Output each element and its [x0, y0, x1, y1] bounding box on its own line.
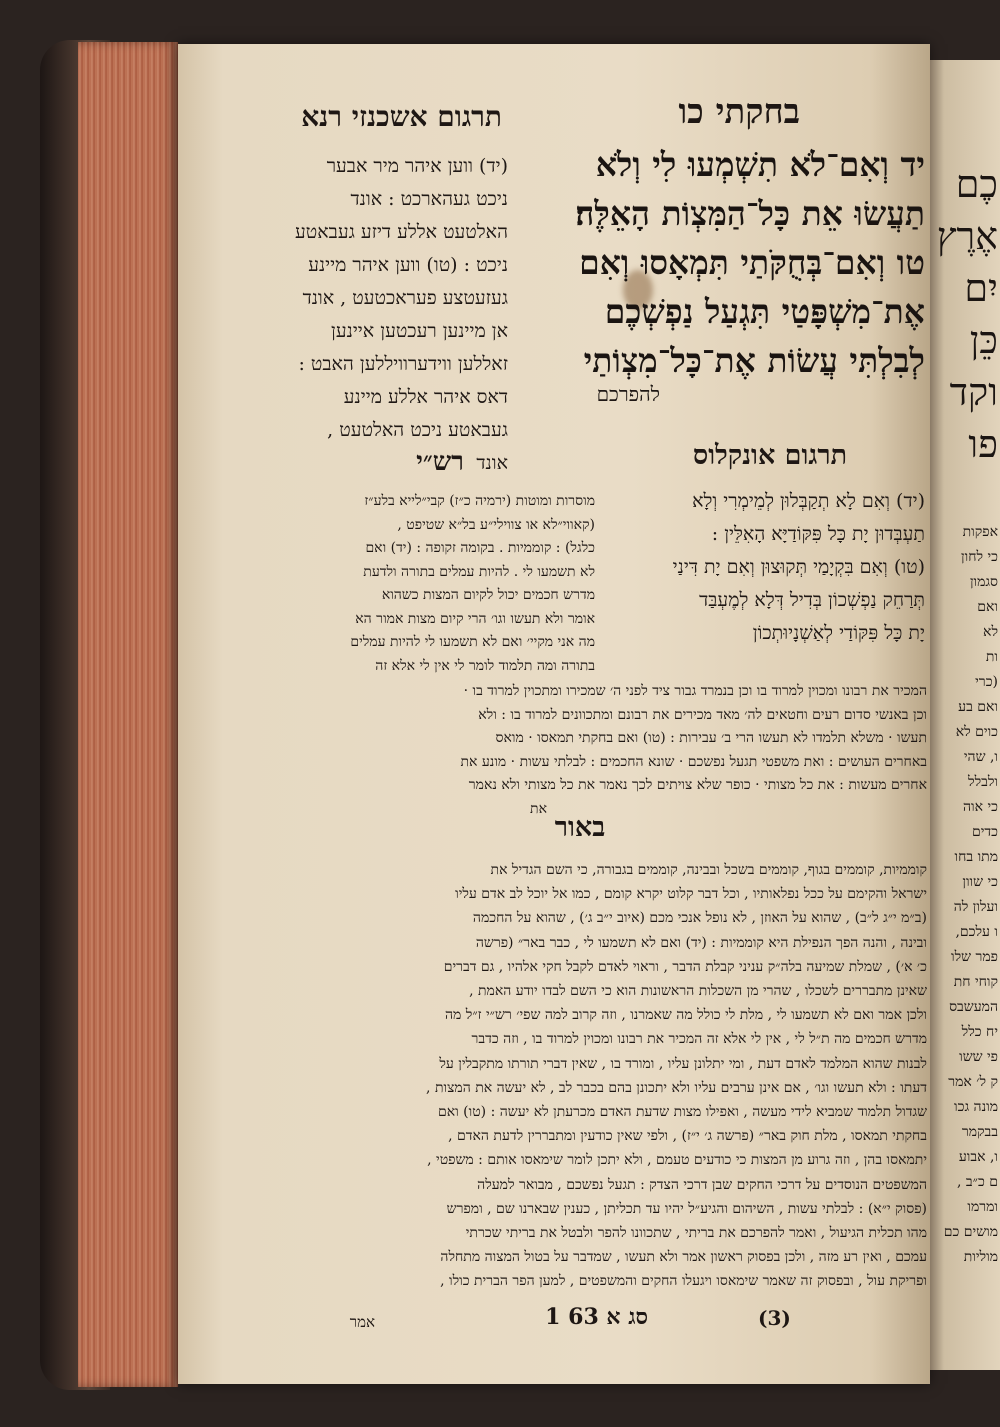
- next-page-edge: [930, 60, 1000, 1370]
- biur-line: שגדול תלמוד שמביא לידי מעשה , ואפילו מצות שדעת האדם מכרעתן לא יעשה : (טו) ואם: [437, 1104, 927, 1121]
- biur-line: לבנות שהוא המלמד לאדם דעת , ומי יתלונן עליו , ומורד בו , שאין דברי תורתו מתקבלין על: [439, 1055, 927, 1072]
- page-mark: (3): [758, 1306, 791, 1330]
- rashi-line: המכיר את רבונו ומכוין למרוד בו וכן בנמרד גבור ציד לפני ה׳ שמכירו ומתכוין למרוד בו ·: [463, 683, 927, 699]
- next-page-line: ו, אבוע: [958, 1149, 998, 1165]
- next-page-line: כֵּן: [969, 318, 998, 362]
- next-page-line: אפקות: [962, 524, 998, 540]
- next-page-line: ומרמו: [967, 1199, 998, 1215]
- hebrew-last-word: להפרכם: [596, 382, 660, 406]
- rashi-line: באחרים העושים : ואת משפטי תגעל נפשכם · שונא החכמים : לבלתי עשות · מונע את: [460, 753, 927, 770]
- biur-line: עמכם , ואין רע מזה , ולכן בפסוק ראשון אמר ולא תעשו , שמדבר על בטול המצוה מתחלה: [440, 1249, 927, 1266]
- rashi-line: מדרש חכמים יכול לקיום המצות כשהוא: [381, 587, 595, 603]
- next-page-line: ואם בע: [958, 699, 998, 715]
- rashi-line: תעשו · משלא תלמדו לא תעשו הרי ב׳ עבירות : (טו) ואם בחקתי תמאסו · מואס: [495, 730, 927, 746]
- yiddish-line: (יד) ווען איהר מיר אבער: [326, 155, 508, 177]
- yiddish-line: האלטעט אללע דיזע געבאטע: [295, 221, 508, 243]
- yiddish-line: זאללען ווידערוויללען האבט :: [298, 353, 508, 375]
- next-page-line: אֶרֶץ: [936, 214, 998, 258]
- next-page-line: לא: [983, 624, 998, 640]
- next-page-line: מונה גכו: [954, 1099, 998, 1115]
- biur-line: כ׳ א׳) , שמלת שמיעה בלה״ק עניני קבלת הדבר , וראוי לאדם לקבל חקי אלהיו , גם דברים: [443, 958, 927, 975]
- onkelos-text: [600, 485, 925, 650]
- rashi-line: אומר ולא תעשו וגו׳ הרי קיום מצות אמור הא: [355, 610, 595, 627]
- yiddish-line: אן מיינען רעכטען איינען: [331, 320, 508, 342]
- biur-line: (פסוק י״א) : לבלתי עשות , השיהום והגיע״ל יהיו עד תכליתן , כענין שבארנו שם , ומפרש: [446, 1200, 927, 1217]
- next-page-line: יִם: [964, 266, 998, 310]
- onkelos-line: יָת כָּל פִּקּוֹדַי לְאַשְׁנָיוּתְכוֹן: [752, 622, 925, 644]
- next-page-line: פמר שלו: [950, 949, 998, 965]
- rashi-line: בתורה ומה תלמוד לומר לי אין לי אלא זה: [375, 657, 595, 674]
- next-page-line: המעשבס: [949, 999, 998, 1015]
- biur-line: ובינה , והנה הפך הנפילת היא קוממיות : (יד) ואם לא תשמעו לי , כבר באר״ (פרשה: [475, 934, 927, 951]
- biur-line: קוממיות, קוממים בגוף, קוממים בשכל ובבינה, קוממים בגבורה, כי השם הגדיל את: [490, 862, 927, 878]
- rashi-full-width: [262, 680, 927, 821]
- biur-text: [264, 858, 927, 1294]
- next-page-line: יח כלל: [961, 1024, 998, 1040]
- rashi-column: [262, 490, 595, 678]
- running-head-right: בחקתי כו: [678, 92, 800, 132]
- next-page-line: מתו בחו: [954, 849, 998, 865]
- next-page-line: כֶם: [955, 162, 998, 206]
- rashi-line: אחרים מעשות : את כל מצותי · כופר שלא צויתים לכך נאמר את כל מצותי ולא נאמר: [468, 777, 927, 793]
- rashi-line: את: [530, 800, 547, 817]
- onkelos-line: תַעְבְּדוּן יָת כָּל פִּקּוֹדַיָּא הָאִלֵּין :: [711, 523, 925, 545]
- running-head-left: תרגום אשכנזי רנא: [301, 100, 502, 133]
- next-page-line: ואם: [977, 599, 998, 615]
- biur-line: מהו תכלית הגיעול , ואמר להפרכם את בריתי , שתכוונו להפר ולבטל את בריתי שכרתי: [465, 1225, 927, 1242]
- yiddish-translation: [268, 150, 508, 480]
- next-page-line: כי לחון: [961, 549, 998, 565]
- rashi-line: מה אני מקיי׳ ואם לא תשמעו לי להיות עמלים: [350, 634, 595, 650]
- onkelos-line: תְּרַחֵק נַפְשְׁכוֹן בְּדִיל דְּלָא לְמֶעְבַּד: [699, 589, 925, 611]
- yiddish-line: אונד: [476, 452, 508, 474]
- rashi-line: לא תשמעו לי . להיות עמלים בתורה ולדעת: [363, 563, 595, 580]
- next-page-line: פו: [968, 422, 998, 466]
- biur-line: (ב״מ י״ג ל״ב) , שהוא על האוזן , לא נופל אנכי מכם (איוב י״ב ג׳) , שהוא על החכמה: [472, 910, 927, 927]
- biur-line: דעתו : ולא תעשו וגו׳ , אם אינן ערבים עליו ולא יתכונן בהם בכבר לב , לא יעשה את המצות ,: [426, 1079, 927, 1096]
- next-page-line: פי ששו: [959, 1049, 998, 1065]
- onkelos-line: (טו) וְאִם בִּקְיָמַי תְּקוּצוּן וְאִם יָת דִּינַי: [672, 556, 925, 578]
- page-edges: [78, 42, 178, 1387]
- next-page-line: (כרי: [975, 674, 998, 690]
- biur-line: המשפטים הנוסדים על דרכי החקים שבן דרכי הצדק : תגעל נפשכם , מבואר למעלה: [477, 1176, 927, 1193]
- rashi-line: כלגל) : קוממיות . בקומה זקופה : (יד) ואם: [365, 540, 595, 556]
- rashi-line: וכן באנשי סדום רעים וחטאים לה׳ מאד מכירים את רבונם ומתכוונים למרוד בו : ולא: [478, 706, 927, 723]
- catchword: אמר: [349, 1313, 375, 1331]
- next-page-line: מוליות: [963, 1249, 998, 1265]
- yiddish-line: ניכט געהארכט : אונד: [350, 188, 508, 210]
- next-page-line: ועלון לה: [953, 899, 998, 915]
- next-page-line: ק ל׳ אמר: [948, 1074, 998, 1090]
- next-page-line: בבקמר: [961, 1124, 998, 1140]
- biur-line: בחקתי תמאסו , מלת חוק באר״ (פרשה ג׳ י״ז) , ולפי שאין כודעין ומתבררין לדעת האדם ,: [448, 1128, 927, 1145]
- biur-line: מדרש חכמים מה ת״ל לי , אין לי אלא זה המכיר את רבונו ומכוין למרוד בו , וזה כדבר: [471, 1031, 927, 1048]
- next-page-line: קוחי חת: [953, 974, 998, 990]
- next-page-line: ות: [985, 649, 998, 665]
- hebrew-line: יד וְאִם־לֹא תִשְׁמְעוּ לִי וְלֹא: [595, 145, 925, 184]
- next-page-line: מושים כם: [943, 1224, 998, 1240]
- biur-line: יתמאסו בהן , וזה גרוע מן המצות כי כודעים טעמם , ולא יתכן לומר שימאסו אותם : משפטי ,: [427, 1152, 927, 1169]
- next-page-line: וקד: [949, 370, 998, 414]
- biur-line: ופריקת עול , ובפסוק זה שאמר שימאסו ויגעלו החקים והמשפטים , למען הפר הברית כולו ,: [440, 1273, 927, 1290]
- next-page-line: סגמון: [969, 574, 998, 590]
- onkelos-title: תרגום אונקלוס: [692, 440, 848, 471]
- yiddish-line: געבאטע ניכט האלטעט ,: [327, 419, 508, 441]
- signature-mark: סג א 63 1: [545, 1304, 648, 1330]
- hebrew-line: טו וְאִם־בְּחֻקֹּתַי תִּמְאָסוּ וְאִם: [579, 243, 925, 282]
- next-page-line: ם כ״ב ,: [957, 1174, 998, 1190]
- biur-title: באור: [554, 812, 606, 843]
- hebrew-line: לְבִלְתִּי עֲשׂוֹת אֶת־כָּל־מִצְוֹתַי: [583, 341, 925, 380]
- rashi-line: (קאווי״לא או צווילי״ע בל״א שטיפט ,: [397, 516, 595, 533]
- hebrew-text: [510, 140, 925, 385]
- next-page-line: ו, שהי: [963, 749, 998, 765]
- hebrew-line: אֶת־מִשְׁפָּטַי תִּגְעַל נַפְשְׁכֶם: [604, 292, 925, 331]
- next-page-line: ו עלכם,: [955, 924, 998, 940]
- next-page-line: כוים לא: [955, 724, 998, 740]
- rashi-line: מוסרות ומוטות (ירמיה כ״ז) קבי״לייא בלע״ז: [364, 493, 595, 509]
- rashi-title: רש״י: [416, 447, 464, 477]
- next-page-line: כדים: [972, 824, 998, 840]
- next-page-line: ולבלל: [968, 774, 998, 790]
- biur-line: ולכן אמר ואם לא תשמעו לי , מלת לי כולל מה שאמרנו , וזה קרוב למה שפי׳ רש״י ז״ל מה: [444, 1007, 927, 1024]
- yiddish-line: דאס איהר אללע מיינע: [343, 386, 508, 408]
- biur-line: ישראל והקימם על ככל נפלאותיו , וכל דבר קלוט יקרא קומם , כמו אל יוכל לב אדם עליו: [455, 886, 927, 903]
- onkelos-line: (יד) וְאִם לָא תְקַבְּלוּן לְמֵימְרִי וְלָא: [692, 490, 925, 512]
- hebrew-line: תַעֲשׂוּ אֵת כָּל־הַמִּצְוֹת הָאֵלֶּה׃: [575, 194, 925, 233]
- biur-line: שאינן מתבררים לשכלו , שהרי מן השכלות הראשונות הוא כי השם לבדו יודע האמת ,: [469, 983, 927, 1000]
- yiddish-line: געזעטצע פעראכטעט , אונד: [302, 287, 508, 309]
- next-page-line: כי אוה: [963, 799, 998, 815]
- next-page-line: כי שוון: [962, 874, 998, 890]
- yiddish-line: ניכט : (טו) ווען איהר מיינע: [308, 254, 508, 276]
